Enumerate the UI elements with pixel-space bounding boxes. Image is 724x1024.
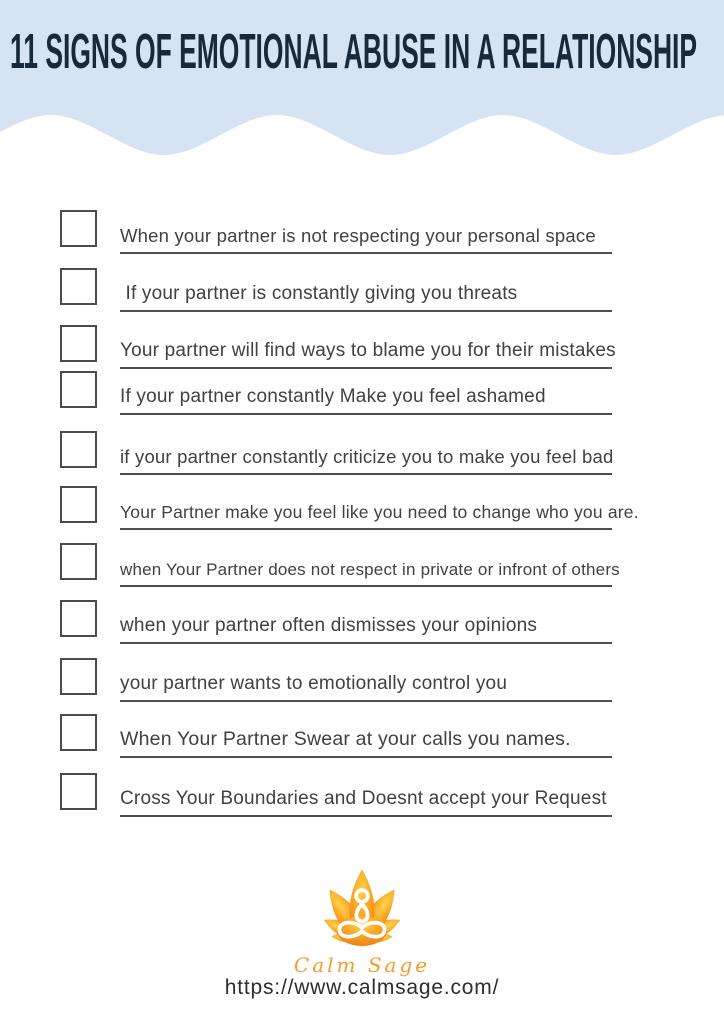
checkbox[interactable] — [60, 658, 97, 695]
item-underline — [120, 210, 612, 254]
item-label: If your partner constantly Make you feel ashamed — [120, 386, 546, 407]
website-url[interactable]: https://www.calmsage.com/ — [224, 976, 500, 999]
checklist-row — [0, 658, 724, 706]
item-label: When Your Partner Swear at your calls you names. — [120, 727, 571, 750]
item-label: If your partner is constantly giving you threats — [120, 283, 518, 304]
item-underline — [120, 543, 620, 587]
item-label: if your partner constantly criticize you to make you feel bad — [120, 445, 614, 467]
item-label: your partner wants to emotionally control you — [120, 673, 508, 694]
item-label: when your partner often dismisses your opinions — [120, 615, 538, 636]
item-underline — [120, 371, 612, 415]
item-underline — [120, 325, 616, 369]
checklist-row — [0, 714, 724, 762]
item-label: Your Partner make you feel like you need to change who you are. — [120, 501, 639, 522]
item-label: when Your Partner does not respect in private or infront of others — [120, 560, 620, 579]
item-underline — [120, 431, 612, 475]
lotus-petals — [320, 869, 403, 946]
checklist-row — [0, 268, 724, 316]
checkbox[interactable] — [60, 543, 97, 580]
checkbox[interactable] — [60, 325, 97, 362]
item-underline — [120, 600, 612, 644]
checklist-row — [0, 325, 724, 373]
checkbox[interactable] — [60, 210, 97, 247]
checkbox[interactable] — [60, 773, 97, 810]
checkbox[interactable] — [60, 268, 97, 305]
checkbox[interactable] — [60, 600, 97, 637]
item-underline — [120, 486, 639, 530]
checklist-row — [0, 600, 724, 648]
item-label: When your partner is not respecting your personal space — [120, 224, 596, 246]
item-label: Cross Your Boundaries and Doesnt accept your Request — [120, 788, 607, 809]
checklist-row — [0, 210, 724, 258]
footer-logo-block — [0, 864, 724, 977]
checklist-row — [0, 773, 724, 821]
item-underline — [120, 714, 612, 758]
checklist-row — [0, 543, 724, 591]
checkbox[interactable] — [60, 431, 97, 468]
checklist-row — [0, 431, 724, 479]
page-title: 11 SIGNS OF EMOTIONAL ABUSE IN A RELATIONSHIP — [10, 25, 698, 79]
checklist-row — [0, 371, 724, 419]
checkbox[interactable] — [60, 714, 97, 751]
item-label: Your partner will find ways to blame you for their mistakes — [120, 340, 616, 361]
checkbox[interactable] — [60, 486, 97, 523]
item-underline — [120, 658, 612, 702]
item-underline — [120, 773, 612, 817]
checklist-row — [0, 486, 724, 534]
checkbox[interactable] — [60, 371, 97, 408]
item-underline — [120, 268, 612, 312]
lotus-meditation-icon — [312, 864, 412, 948]
brand-name: Calm Sage — [293, 953, 431, 977]
